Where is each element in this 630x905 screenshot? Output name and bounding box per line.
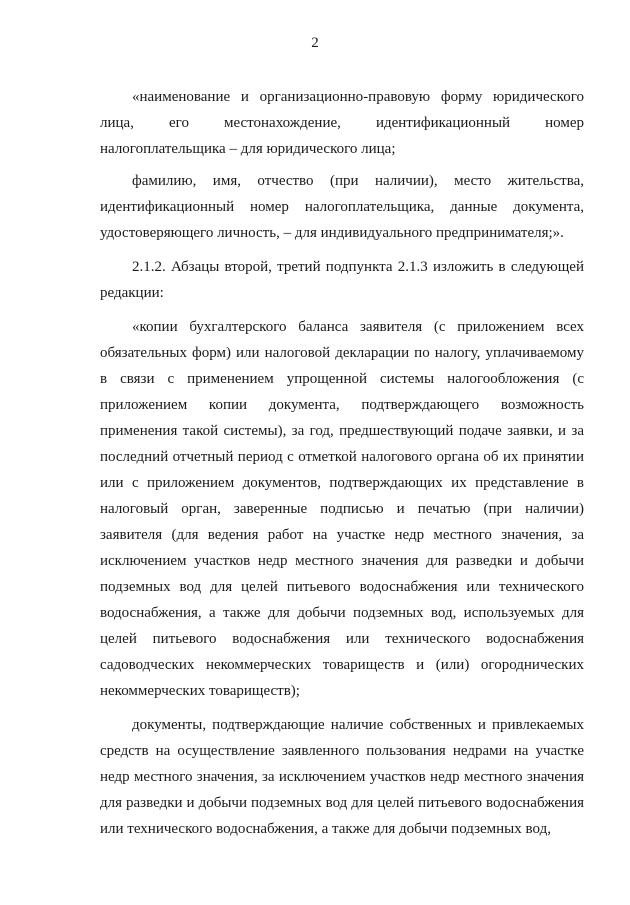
paragraph-legal-entity: «наименование и организационно-правовую форму юридического лица, его местонахождение, идентификационный номер налогоплательщика – для юридического лица;: [100, 89, 584, 157]
page-number: 2: [311, 35, 319, 51]
paragraph-balance-copies: «копии бухгалтерского баланса заявителя (с приложением всех обязательных форм) или налоговой декларации по налогу, уплачиваемому в связи с применением упрощенной системы налогообложения (с приложением копии документа, подтверждающего возможность применения такой системы), за год, предшествующий подаче заявки, и за последний отчетный период с отметкой налогового органа об их принятии или с приложением документов, подтверждающих их представление в налоговый орган, заверенные подписью и печатью (при наличии) заявителя (для ведения работ на участке недр местного значения, за исключением участков недр местного значения для разведки и добычи подземных вод для целей питьевого водоснабжения или технического водоснабжения, а также для добычи подземных вод, используемых для целей питьевого водоснабжения или технического водоснабжения садоводческих некоммерческих товариществ и (или) огороднических некоммерческих товариществ);: [100, 319, 584, 699]
paragraph-funding-documents: документы, подтверждающие наличие собственных и привлекаемых средств на осуществление заявленного пользования недрами на участке недр местного значения, за исключением участков недр местного значения для разведки и добычи подземных вод для целей питьевого водоснабжения или технического водоснабжения, а также для добычи подземных вод,: [100, 717, 584, 837]
paragraph-amendment-2-1-2: 2.1.2. Абзацы второй, третий подпункта 2.1.3 изложить в следующей редакции:: [100, 259, 584, 301]
document-body: [100, 84, 584, 850]
paragraph-individual-entrepreneur: фамилию, имя, отчество (при наличии), место жительства, идентификационный номер налогоплательщика, данные документа, удостоверяющего личность, – для индивидуального предпринимателя;».: [100, 173, 584, 241]
